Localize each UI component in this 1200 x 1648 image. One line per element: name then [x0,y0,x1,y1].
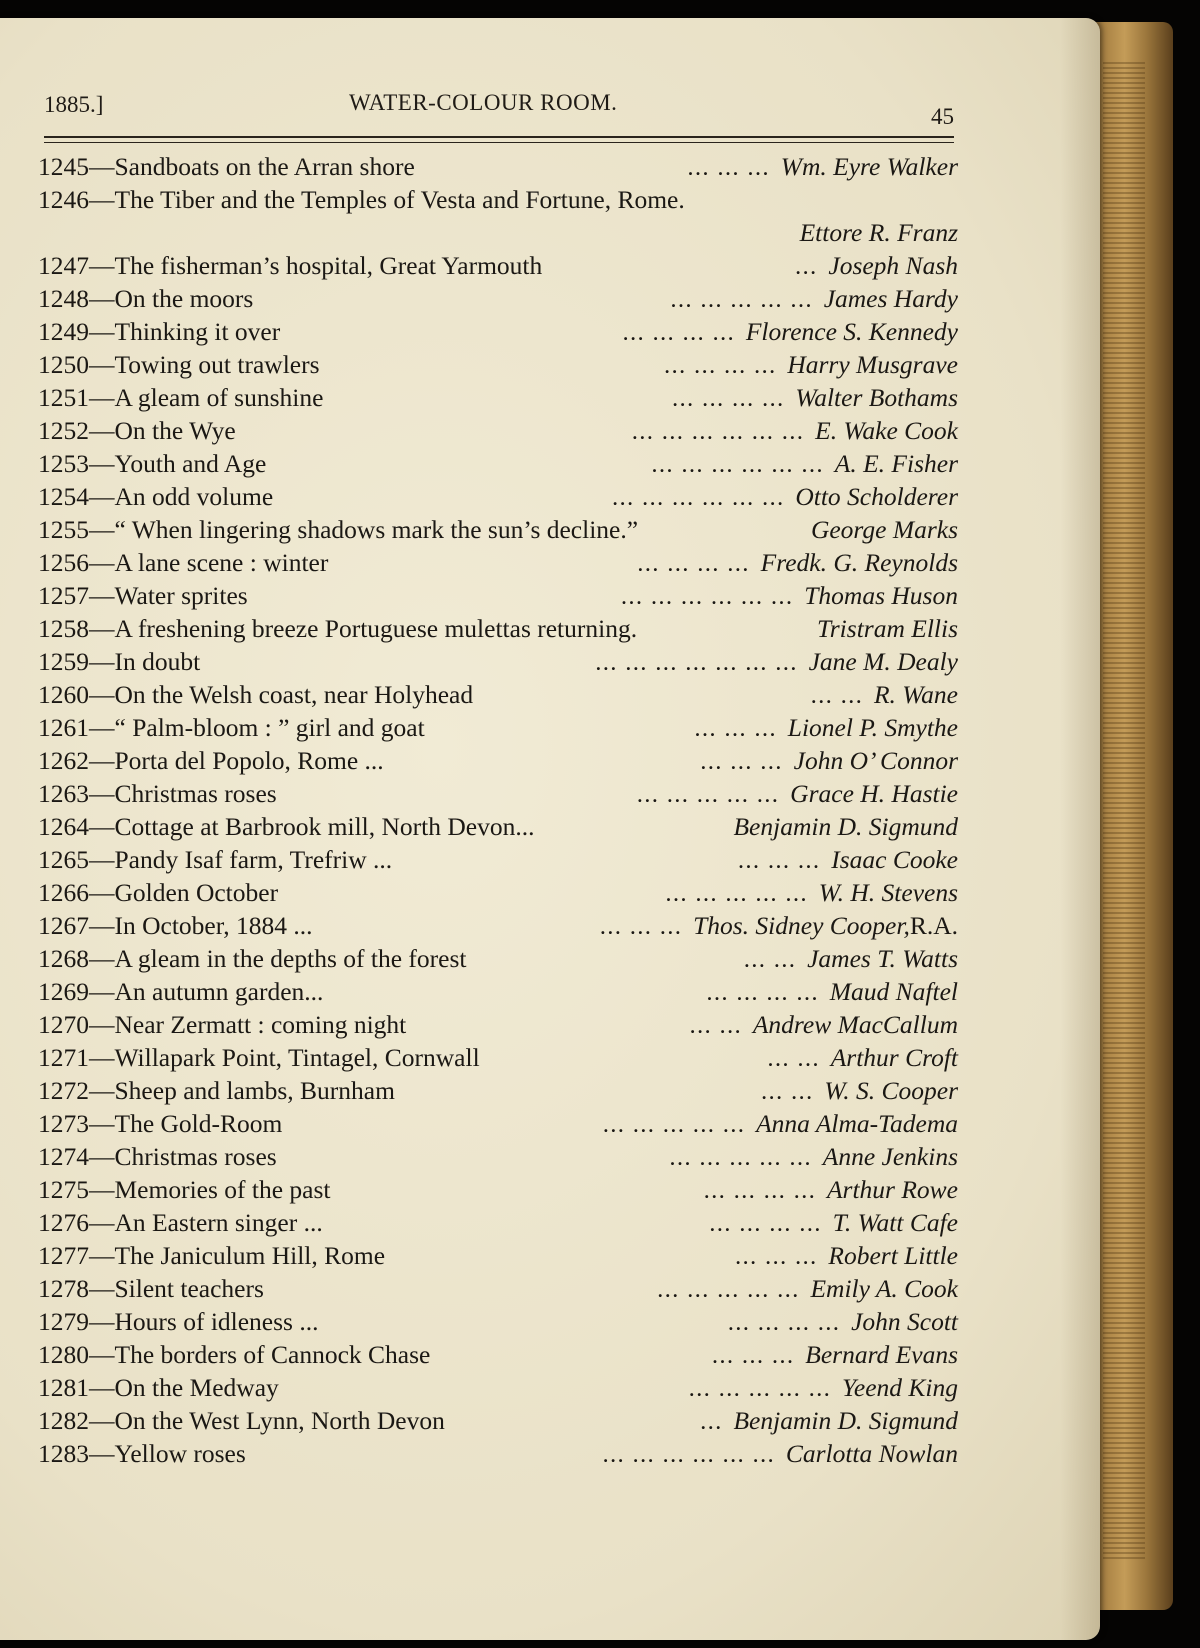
leader-dots: ... ... ... ... ... ... [603,1446,776,1466]
entry-artist: Benjamin D. Sigmund [733,812,958,841]
catalogue-entry [38,480,958,513]
header-rule-thin [44,142,954,143]
entry-title: An odd volume [114,482,274,511]
entry-title: A lane scene : winter [114,548,329,577]
entry-number: 1267 [38,911,89,940]
catalogue-entry [38,942,958,975]
entry-artist: Wm. Eyre Walker [780,152,958,181]
leader-dots: ... ... ... [688,159,771,179]
entry-title: An autumn garden... [114,977,324,1006]
entry-number: 1246 [38,185,89,214]
entry-dash: — [89,680,115,709]
leader-dots: ... ... ... [738,852,822,872]
entry-number: 1279 [38,1307,89,1336]
entry-dash: — [89,383,115,412]
entry-title: Porta del Popolo, Rome ... [114,746,384,775]
entry-title: The borders of Cannock Chase [114,1340,431,1369]
entry-title: Near Zermatt : coming night [114,1010,407,1039]
entry-number: 1247 [38,251,89,280]
entry-artist: Robert Little [828,1241,958,1270]
entry-title: On the Welsh coast, near Holyhead [114,680,474,709]
leader-dots: ... ... ... ... [672,390,786,410]
leader-dots: ... ... ... ... ... [671,291,814,311]
page-shadow [1060,18,1100,1640]
leader-dots: ... ... ... ... [623,324,736,344]
leader-dots: ... ... ... [695,720,778,740]
entry-artist: Arthur Croft [830,1043,958,1072]
leader-dots: ... ... ... ... ... ... ... [596,654,799,674]
entry-title: The Janiculum Hill, Rome [114,1241,386,1270]
entry-artist: Thomas Huson [804,581,958,610]
entry-title: Memories of the past [114,1175,331,1204]
entry-number: 1263 [38,779,89,808]
entry-number: 1245 [38,152,89,181]
entry-dash: — [89,515,115,544]
entry-artist: James Hardy [823,284,958,313]
catalogue-entry [38,1173,958,1206]
entry-title: An Eastern singer ... [114,1208,323,1237]
catalogue-entry [38,1107,958,1140]
leader-dots: ... ... ... ... ... ... [621,588,795,608]
catalogue-entry [38,150,958,183]
entry-title: Thinking it over [114,317,281,346]
entry-artist: Florence S. Kennedy [745,317,958,346]
entry-number: 1280 [38,1340,89,1369]
entry-artist: Tristram Ellis [816,614,958,643]
entry-number: 1251 [38,383,89,412]
entry-artist: Ettore R. Franz [799,218,958,247]
entry-dash: — [89,812,115,841]
catalogue-entry [38,1404,958,1437]
entry-title: Willapark Point, Tintagel, Cornwall [114,1043,480,1072]
entry-number: 1252 [38,416,89,445]
entry-artist: Bernard Evans [805,1340,958,1369]
entry-dash: — [89,1274,115,1303]
entry-artist: Fredk. G. Reynolds [760,548,958,577]
entry-title: Christmas roses [114,1142,277,1171]
entry-dash: — [89,317,115,346]
catalogue-entry [38,777,958,810]
entry-dash: — [89,1340,115,1369]
entry-number: 1264 [38,812,89,841]
entry-artist: Harry Musgrave [787,350,958,379]
catalogue-entry [38,1338,958,1371]
entry-dash: — [89,713,115,742]
catalogue-entry [38,645,958,678]
leader-dots: ... ... ... ... ... [689,1380,833,1400]
entry-artist: Grace H. Hastie [790,779,958,808]
entry-title: Sandboats on the Arran shore [114,152,415,181]
leader-dots: ... ... ... ... ... [657,1281,801,1301]
entry-title: Golden October [114,878,279,907]
entry-title: “ When lingering shadows mark the sun’s decline.” [114,515,639,544]
entry-artist: Isaac Cooke [831,845,958,874]
entry-title: A gleam in the depths of the forest [114,944,467,973]
leader-dots: ... ... [761,1083,815,1103]
entry-number: 1276 [38,1208,89,1237]
leader-dots: ... ... ... ... ... ... [632,423,806,443]
entry-artist: John O’ Connor [793,746,958,775]
entry-dash: — [89,1076,115,1105]
leader-dots: ... ... ... ... ... [666,885,809,905]
entry-artist: Otto Scholderer [795,482,958,511]
entry-artist: W. S. Cooper [824,1076,958,1105]
entry-title: Youth and Age [114,449,267,478]
entry-number: 1260 [38,680,89,709]
entry-number: 1282 [38,1406,89,1435]
entry-dash: — [89,1307,115,1336]
entry-artist: Yeend King [842,1373,958,1402]
catalogue-entry [38,1272,958,1305]
catalogue-entry [38,546,958,579]
catalogue-entry [38,678,958,711]
entry-number: 1270 [38,1010,89,1039]
entry-number: 1274 [38,1142,89,1171]
catalogue-entry [38,876,958,909]
leader-dots: ... ... [768,1050,821,1070]
entry-title: The Gold-Room [114,1109,283,1138]
entry-number: 1275 [38,1175,89,1204]
entry-title: On the Medway [114,1373,279,1402]
entry-dash: — [89,1406,115,1435]
header-title: WATER-COLOUR ROOM. [349,90,618,115]
entry-dash: — [89,1373,115,1402]
entry-number: 1257 [38,581,89,610]
leader-dots: ... ... ... ... ... [637,786,781,806]
catalogue-entry [38,381,958,414]
running-header [44,70,954,130]
entry-title: Sheep and lambs, Burnham [114,1076,395,1105]
entry-number: 1249 [38,317,89,346]
leader-dots: ... ... ... ... [704,1182,817,1202]
entry-title: On the West Lynn, North Devon [114,1406,445,1435]
entry-number: 1268 [38,944,89,973]
entry-title: Pandy Isaf farm, Trefriw ... [114,845,393,874]
leader-dots: ... [700,1413,724,1433]
leader-dots: ... ... ... ... [710,1215,823,1235]
entry-number: 1272 [38,1076,89,1105]
entry-dash: — [89,845,115,874]
catalogue-entry [38,513,958,546]
catalogue-entry [38,744,958,777]
entry-dash: — [89,1439,115,1468]
catalogue-entry [38,1206,958,1239]
entry-number: 1250 [38,350,89,379]
entry-title: Towing out trawlers [114,350,320,379]
leader-dots: ... ... ... ... [664,357,778,377]
entry-title: Christmas roses [114,779,277,808]
leader-dots: ... ... ... ... ... ... [612,489,786,509]
entry-artist: Anna Alma-Tadema [756,1109,958,1138]
catalogue-entry [38,414,958,447]
leader-dots: ... [795,258,819,278]
entry-artist: Jane M. Dealy [808,647,958,676]
leader-dots: ... ... ... ... [707,984,820,1004]
catalogue-entry [38,1008,958,1041]
artist-suffix: R.A. [909,911,958,940]
entry-title: Water sprites [114,581,248,610]
entry-number: 1277 [38,1241,89,1270]
entry-artist: Carlotta Nowlan [785,1439,958,1468]
entry-dash: — [89,548,115,577]
entry-title: A gleam of sunshine [114,383,324,412]
entry-artist: T. Watt Cafe [832,1208,958,1237]
entry-dash: — [89,1109,115,1138]
catalogue-entry [38,1140,958,1173]
entry-artist: Maud Naftel [829,977,958,1006]
entry-title: “ Palm-bloom : ” girl and goat [114,713,425,742]
catalogue-entry [38,1437,958,1470]
entry-artist: W. H. Stevens [818,878,958,907]
entry-dash: — [89,251,115,280]
entry-artist: Anne Jenkins [822,1142,958,1171]
entry-title: Silent teachers [114,1274,264,1303]
header-year: 1885.] [44,92,104,117]
entry-title: A freshening breeze Portuguese mulettas returning. [114,614,638,643]
entry-dash: — [89,944,115,973]
catalogue-entry [38,183,958,216]
entry-number: 1283 [38,1439,89,1468]
catalogue-entry [38,711,958,744]
catalogue-entry [38,1239,958,1272]
entry-dash: — [89,1208,115,1237]
entry-title: Yellow roses [114,1439,246,1468]
entry-dash: — [89,911,115,940]
catalogue-entries [38,150,958,1470]
entry-number: 1258 [38,614,89,643]
catalogue-entry [38,282,958,315]
entry-title: The fisherman’s hospital, Great Yarmouth [114,251,543,280]
entry-number: 1259 [38,647,89,676]
entry-title: In doubt [114,647,201,676]
entry-dash: — [89,482,115,511]
entry-dash: — [89,284,115,313]
entry-dash: — [89,977,115,1006]
catalogue-entry [38,1371,958,1404]
leader-dots: ... ... [690,1017,743,1037]
entry-number: 1248 [38,284,89,313]
catalogue-entry [38,1074,958,1107]
entry-number: 1254 [38,482,89,511]
entry-number: 1262 [38,746,89,775]
entry-number: 1265 [38,845,89,874]
entry-artist: A. E. Fisher [834,449,958,478]
entry-title: Cottage at Barbrook mill, North Devon... [114,812,535,841]
entry-dash: — [89,350,115,379]
entry-artist: George Marks [810,515,958,544]
entry-number: 1281 [38,1373,89,1402]
catalogue-entry [38,810,958,843]
catalogue-entry [38,975,958,1008]
header-rule [44,136,954,138]
entry-dash: — [89,647,115,676]
entry-number: 1278 [38,1274,89,1303]
entry-title: The Tiber and the Temples of Vesta and Fortune, Rome. [114,185,685,214]
entry-number: 1271 [38,1043,89,1072]
entry-artist: Arthur Rowe [826,1175,958,1204]
entry-title: Hours of idleness ... [114,1307,319,1336]
catalogue-entry [38,612,958,645]
leader-dots: ... ... ... [701,753,784,773]
entry-artist: James T. Watts [807,944,958,973]
entry-number: 1261 [38,713,89,742]
leader-dots: ... ... ... [712,1347,796,1367]
entry-number: 1273 [38,1109,89,1138]
entry-dash: — [89,1241,115,1270]
entry-number: 1256 [38,548,89,577]
leader-dots: ... ... ... ... [638,555,751,575]
entry-dash: — [89,449,115,478]
entry-artist: Thos. Sidney Cooper, [693,911,910,940]
page-number: 45 [931,104,954,129]
catalogue-entry [38,843,958,876]
leader-dots: ... ... ... ... [728,1314,842,1334]
entry-title: On the moors [114,284,254,313]
entry-dash: — [89,746,115,775]
catalogue-entry [38,447,958,480]
entry-artist: R. Wane [873,680,958,709]
catalogue-entry [38,1305,958,1338]
entry-dash: — [89,416,115,445]
catalogue-entry [38,216,958,249]
entry-artist: John Scott [851,1307,958,1336]
leader-dots: ... ... [811,687,864,707]
entry-number: 1253 [38,449,89,478]
entry-dash: — [89,614,115,643]
entry-title: On the Wye [114,416,236,445]
entry-dash: — [89,581,115,610]
entry-artist: E. Wake Cook [815,416,958,445]
leader-dots: ... ... [744,951,798,971]
entry-dash: — [89,1142,115,1171]
entry-dash: — [89,152,115,181]
entry-dash: — [89,1043,115,1072]
entry-dash: — [89,779,115,808]
catalogue-entry [38,909,958,942]
entry-artist: Lionel P. Smythe [787,713,958,742]
leader-dots: ... ... ... [600,918,684,938]
leader-dots: ... ... ... ... ... [603,1116,747,1136]
catalogue-entry [38,1041,958,1074]
entry-dash: — [89,185,115,214]
entry-artist: Joseph Nash [828,251,958,280]
entry-number: 1255 [38,515,89,544]
catalogue-entry [38,315,958,348]
entry-dash: — [89,878,115,907]
catalogue-entry [38,579,958,612]
entry-dash: — [89,1175,115,1204]
entry-artist: Emily A. Cook [810,1274,958,1303]
entry-number: 1266 [38,878,89,907]
entry-artist: Benjamin D. Sigmund [733,1406,958,1435]
entry-number: 1269 [38,977,89,1006]
leader-dots: ... ... ... ... ... ... [652,456,825,476]
leader-dots: ... ... ... ... ... [670,1149,813,1169]
entry-artist: Walter Bothams [795,383,958,412]
catalogue-entry [38,249,958,282]
leader-dots: ... ... ... [735,1248,819,1268]
entry-artist: Andrew MacCallum [752,1010,958,1039]
entry-title: In October, 1884 ... [114,911,313,940]
entry-dash: — [89,1010,115,1039]
catalogue-entry [38,348,958,381]
